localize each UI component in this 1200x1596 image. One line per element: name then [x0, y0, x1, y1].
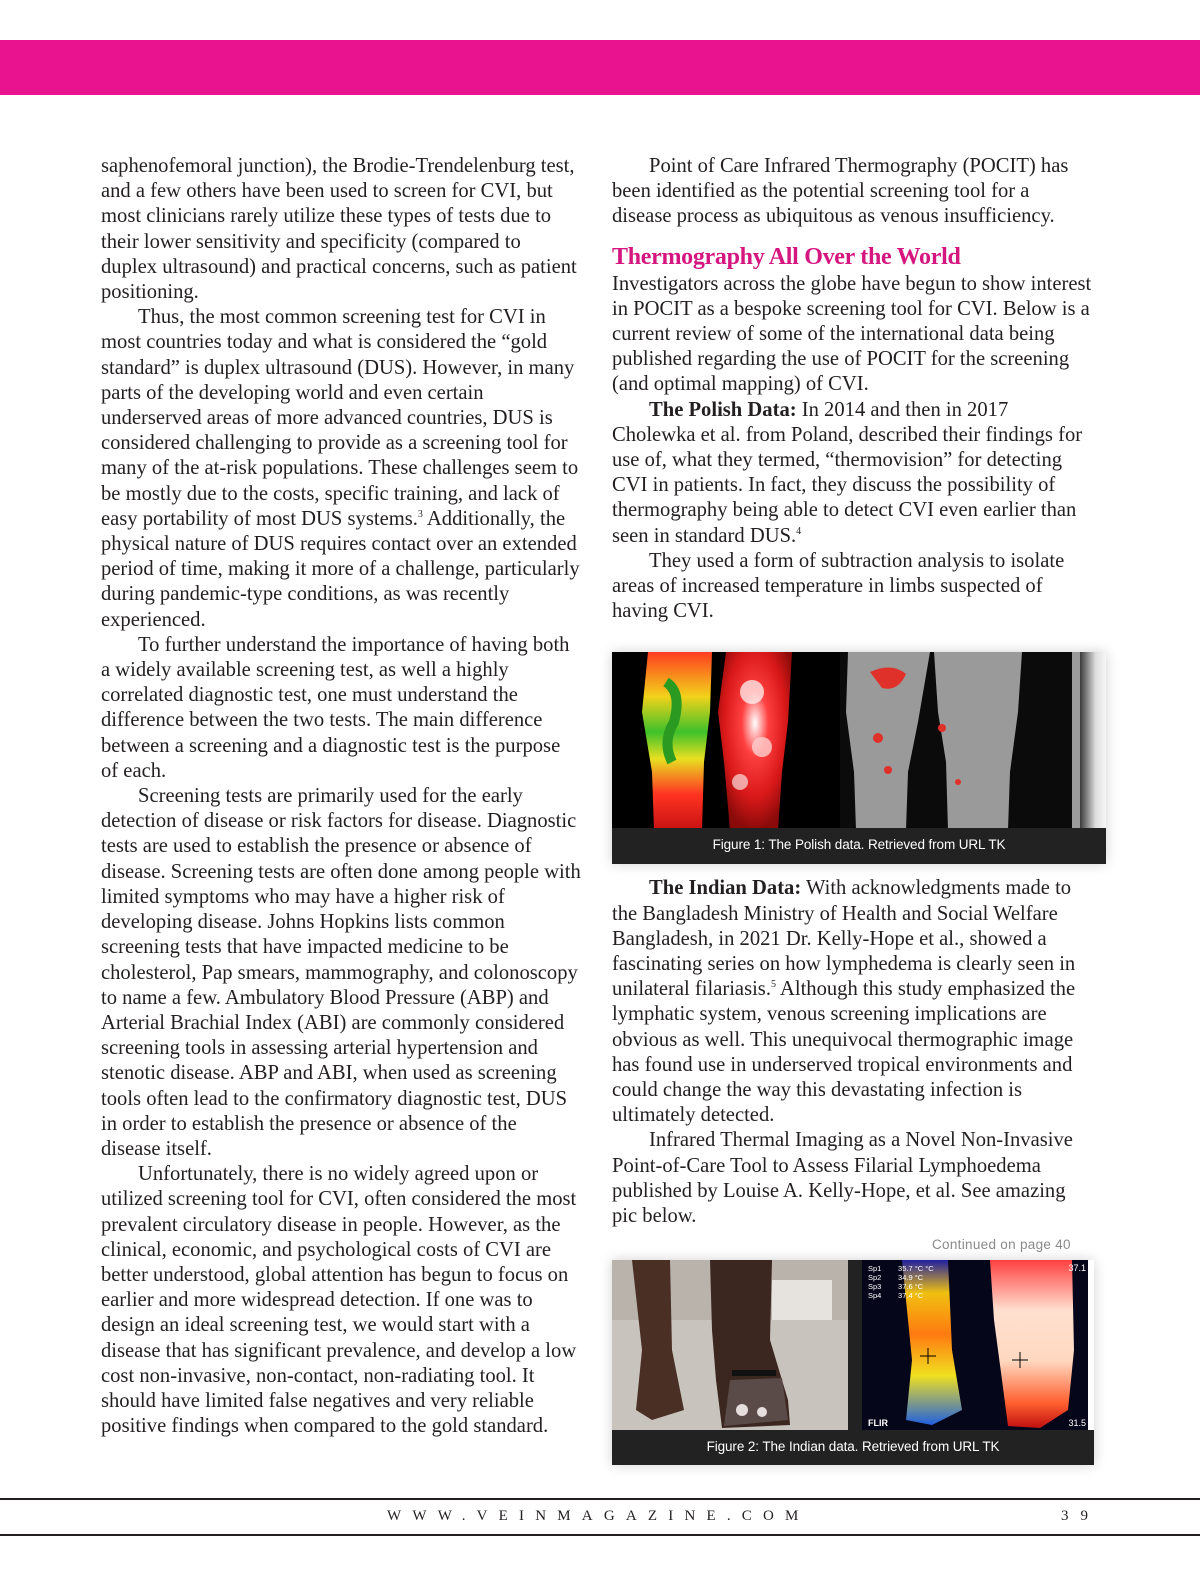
thermal-image-indian [862, 1260, 1094, 1430]
scale-max: 37.1 [1068, 1263, 1086, 1273]
thermal-readout [868, 1264, 934, 1300]
page-number: 39 [1061, 1508, 1100, 1524]
continued-note: Continued on page 40 [932, 1237, 1071, 1252]
readout-row: Sp4 37.4 °C [868, 1291, 924, 1300]
readout-row: Sp2 34.9 °C [868, 1273, 924, 1282]
figure-2 [612, 1260, 1094, 1465]
paragraph: Unfortunately, there is no widely agreed upon or utilized screening tool for CVI, often considered the most prevalent circulatory disease in people. However, as the clinical, economic, and psychological costs of CVI are better understood, global attention has begun to focus on earlier and more widespread detection. If one was to design an ideal screening test, we would start with a disease that has significant prevalence, and develop a low cost non-invasive, non-contact, non-radiating tool. It should have limited false negatives and very reliable positive findings when compared to the gold standard. [101, 1163, 577, 1438]
paragraph: Infrared Thermal Imaging as a Novel Non-Invasive Point-of-Care Tool to Assess Filarial Lymphoedema published by Louise A. Kelly-Hope, et al. See amazing pic below. [612, 1129, 1073, 1228]
paragraph [612, 876, 1094, 1128]
section-heading: Thermography All Over the World [612, 243, 961, 270]
footer-rule-bottom [0, 1534, 1200, 1536]
left-column [101, 154, 581, 1439]
camera-brand: FLIR [868, 1418, 888, 1428]
image-edge-strip [1080, 652, 1106, 830]
subsection-label: The Polish Data: [649, 398, 797, 421]
reference-number: 3 [417, 508, 423, 520]
paragraph: Point of Care Infrared Thermography (POCIT) has been identified as the potential screening tool for a disease process as ubiquitous as venous insufficiency. [612, 155, 1069, 228]
paragraph-text: With acknowledgments made to the Bangladesh Ministry of Health and Social Welfare Bangladesh, in 2021 Dr. Kelly-Hope et al., showed a fascinating series on how lymphedema is clearly seen in unilateral filariasis. [612, 877, 1076, 1001]
paragraph-text: Although this study emphasized the lymphatic system, venous screening implications are obvious as well. This unequivocal thermographic image has found use in underserved tropical environments and could change the way this devastating infection is ultimately detected. [612, 978, 1076, 1127]
header-accent-band [0, 40, 1200, 95]
paragraph-text: In 2014 and then in 2017 Cholewka et al. from Poland, described their findings for use of, what they termed, “thermovision” for detecting CVI in patients. In fact, they discuss the possibility of thermography being able to detect CVI even earlier than seen in standard DUS. [612, 398, 1083, 547]
subsection-label: The Indian Data: [649, 877, 802, 900]
paragraph-text: Thus, the most common screening test for CVI in most countries today and what is considered the “gold standard” is duplex ultrasound (DUS). However, in many parts of the developing world and even certain underserved areas of more advanced countries, DUS is considered challenging to provide as a screening tool for many of the at-risk populations. These challenges seem to be mostly due to the costs, specific training, and lack of easy portability of most DUS systems. [101, 306, 579, 530]
paragraph [101, 305, 581, 633]
readout-row: Sp3 37.6 °C [868, 1282, 924, 1291]
paragraph-text: Additionally, the physical nature of DUS requires contact over an extended period of time, making it more of a challenge, particularly during pandemic-type conditions, as was recently experienced. [101, 507, 580, 631]
figure-caption: Figure 2: The Indian data. Retrieved from URL TK [612, 1430, 1094, 1465]
figure-1 [612, 652, 1106, 864]
footer-rule-top [0, 1498, 1200, 1500]
photo-feet [612, 1260, 848, 1430]
paragraph: To further understand the importance of having both a widely available screening test, as well a highly correlated diagnostic test, one must understand the difference between the two tests. The main difference between a screening and a diagnostic test is the purpose of each. [101, 633, 570, 782]
paragraph: They used a form of subtraction analysis to isolate areas of increased temperature in limbs suspected of having CVI. [612, 549, 1065, 623]
paragraph: saphenofemoral junction), the Brodie-Trendelenburg test, and a few others have been used to screen for CVI, but most clinicians rarely utilize these types of tests due to their lower sensitivity and specificity (compared to duplex ultrasound) and practical concerns, such as patient positioning. [101, 155, 577, 304]
figure-caption: Figure 1: The Polish data. Retrieved from URL TK [612, 828, 1106, 864]
scale-min: 31.5 [1068, 1418, 1086, 1428]
paragraph [612, 398, 1094, 549]
reference-number: 4 [796, 525, 802, 537]
thermal-legs-graphic [612, 652, 1080, 830]
paragraph: Screening tests are primarily used for the early detection of disease or risk factors for disease. Diagnostic tests are used to establish the presence or absence of disease. Screening tests are often done among people with limited symptoms who may have a higher risk of developing disease. Johns Hopkins lists common screening tests that have impacted medicine to be cholesterol, Pap smears, mammography, and colonoscopy to name a few. Ambulatory Blood Pressure (ABP) and Arterial Brachial Index (ABI) are commonly considered screening tools in assessing arterial hypertension and stenotic disease. ABP and ABI, when used as screening tools often lead to the confirmatory diagnostic test, DUS in order to establish the presence or absence of the disease itself. [101, 785, 581, 1160]
footer-url: WWW.VEINMAGAZINE.COM [387, 1508, 810, 1524]
thermal-image-polish [612, 652, 1080, 830]
paragraph: Investigators across the globe have begun to show interest in POCIT as a bespoke screening tool for CVI. Below is a current review of some of the international data being published regarding the use of POCIT for the screening (and optimal mapping) of CVI. [612, 272, 1092, 396]
reference-number: 5 [770, 979, 776, 991]
readout-row: Sp1 35.7 °C °C [868, 1264, 934, 1273]
feet-photo-graphic [612, 1260, 848, 1430]
